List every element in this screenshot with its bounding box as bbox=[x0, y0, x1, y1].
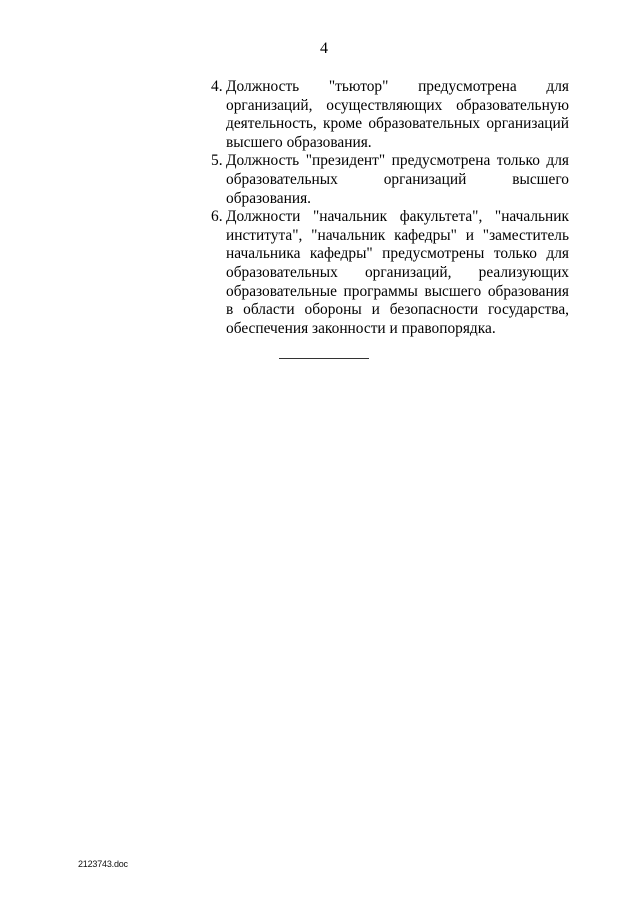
footnote-text: Должность "президент" предусмотрена только для образовательных организаций высшего образования. bbox=[226, 152, 569, 207]
footnote-item bbox=[211, 208, 569, 338]
footnote-number: 4. bbox=[211, 78, 223, 95]
footnote-text: Должности "начальник факультета", "начальник института", "начальник кафедры" и "заместитель начальника кафедры" предусмотрены только для образовательных организаций, реализующих образовательные программы высшего образования в области обороны и безопасности государства, обеспечения законности и правопорядка. bbox=[226, 208, 569, 337]
footnote-item bbox=[211, 78, 569, 152]
footnote-text: Должность "тьютор" предусмотрена для организаций, осуществляющих образовательную деятельность, кроме образовательных организаций высшего образования. bbox=[226, 78, 569, 151]
end-divider bbox=[279, 358, 369, 359]
footnotes-list bbox=[211, 78, 569, 338]
footnote-number: 5. bbox=[211, 152, 223, 170]
page-number: 4 bbox=[320, 40, 328, 57]
footnote-number: 6. bbox=[211, 208, 223, 226]
document-filename: 2123743.doc bbox=[78, 859, 128, 869]
footnote-item bbox=[211, 152, 569, 208]
